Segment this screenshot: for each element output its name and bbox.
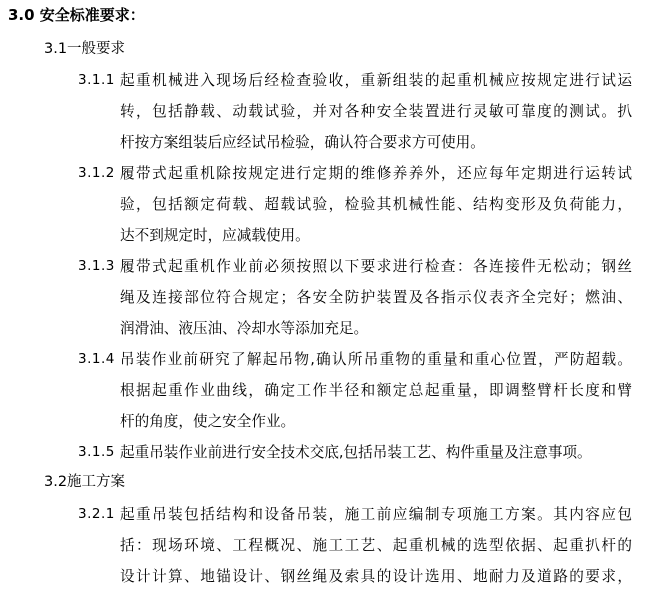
- clause-number-3-2-1: 3.2.1: [78, 506, 115, 522]
- clause-text-line: 起重机械进入现场后经检查验收，重新组装的起重机械应按规定进行试运: [120, 72, 632, 89]
- clause-text-line: 润滑油、液压油、冷却水等添加充足。: [120, 320, 369, 337]
- clause-text-line: 履带式起重机除按规定进行定期的维修养养外，还应每年定期进行运转试: [120, 165, 632, 182]
- clause-text-line: 绳及连接部位符合规定；各安全防护装置及各指示仪表齐全完好；燃油、: [120, 289, 632, 306]
- subsection-heading-3-1: 3.1一般要求: [44, 41, 126, 57]
- clause-number-3-1-5: 3.1.5: [78, 444, 115, 460]
- clause-text-line: 杆按方案组装后应经试吊检验，确认符合要求方可使用。: [120, 134, 485, 151]
- clause-text-line: 验，包括额定荷载、超载试验，检验其机械性能、结构变形及负荷能力，: [120, 196, 632, 213]
- clause-text-line: 设计计算、地锚设计、钢丝绳及索具的设计选用、地耐力及道路的要求，: [120, 568, 632, 585]
- clause-text-line: 根据起重作业曲线，确定工作半径和额定总起重量，即调整臂杆长度和臂: [120, 382, 632, 399]
- clause-text-line: 括：现场环境、工程概况、施工工艺、起重机械的选型依据、起重扒杆的: [120, 537, 632, 554]
- clause-text-line: 杆的角度，使之安全作业。: [120, 413, 296, 430]
- clause-text-line: 起重吊装包括结构和设备吊装，施工前应编制专项施工方案。其内容应包: [120, 506, 632, 523]
- clause-text-line: 达不到规定时，应减载使用。: [120, 227, 310, 244]
- clause-number-3-1-2: 3.1.2: [78, 165, 115, 181]
- clause-number-3-1-3: 3.1.3: [78, 258, 115, 274]
- clause-number-3-1-1: 3.1.1: [78, 72, 115, 88]
- clause-number-3-1-4: 3.1.4: [78, 351, 115, 367]
- clause-text-line: 履带式起重机作业前必须按照以下要求进行检查：各连接件无松动；钢丝: [120, 258, 632, 275]
- clause-text-line: 转，包括静载、动载试验，并对各种安全装置进行灵敏可靠度的测试。扒: [120, 103, 632, 120]
- subsection-heading-3-2: 3.2施工方案: [44, 474, 126, 490]
- section-title: 3.0 安全标准要求：: [8, 6, 145, 24]
- clause-text-line: 起重吊装作业前进行安全技术交底,包括吊装工艺、构件重量及注意事项。: [120, 444, 592, 461]
- clause-text-line: 吊装作业前研究了解起吊物,确认所吊重物的重量和重心位置，严防超载。: [120, 351, 632, 368]
